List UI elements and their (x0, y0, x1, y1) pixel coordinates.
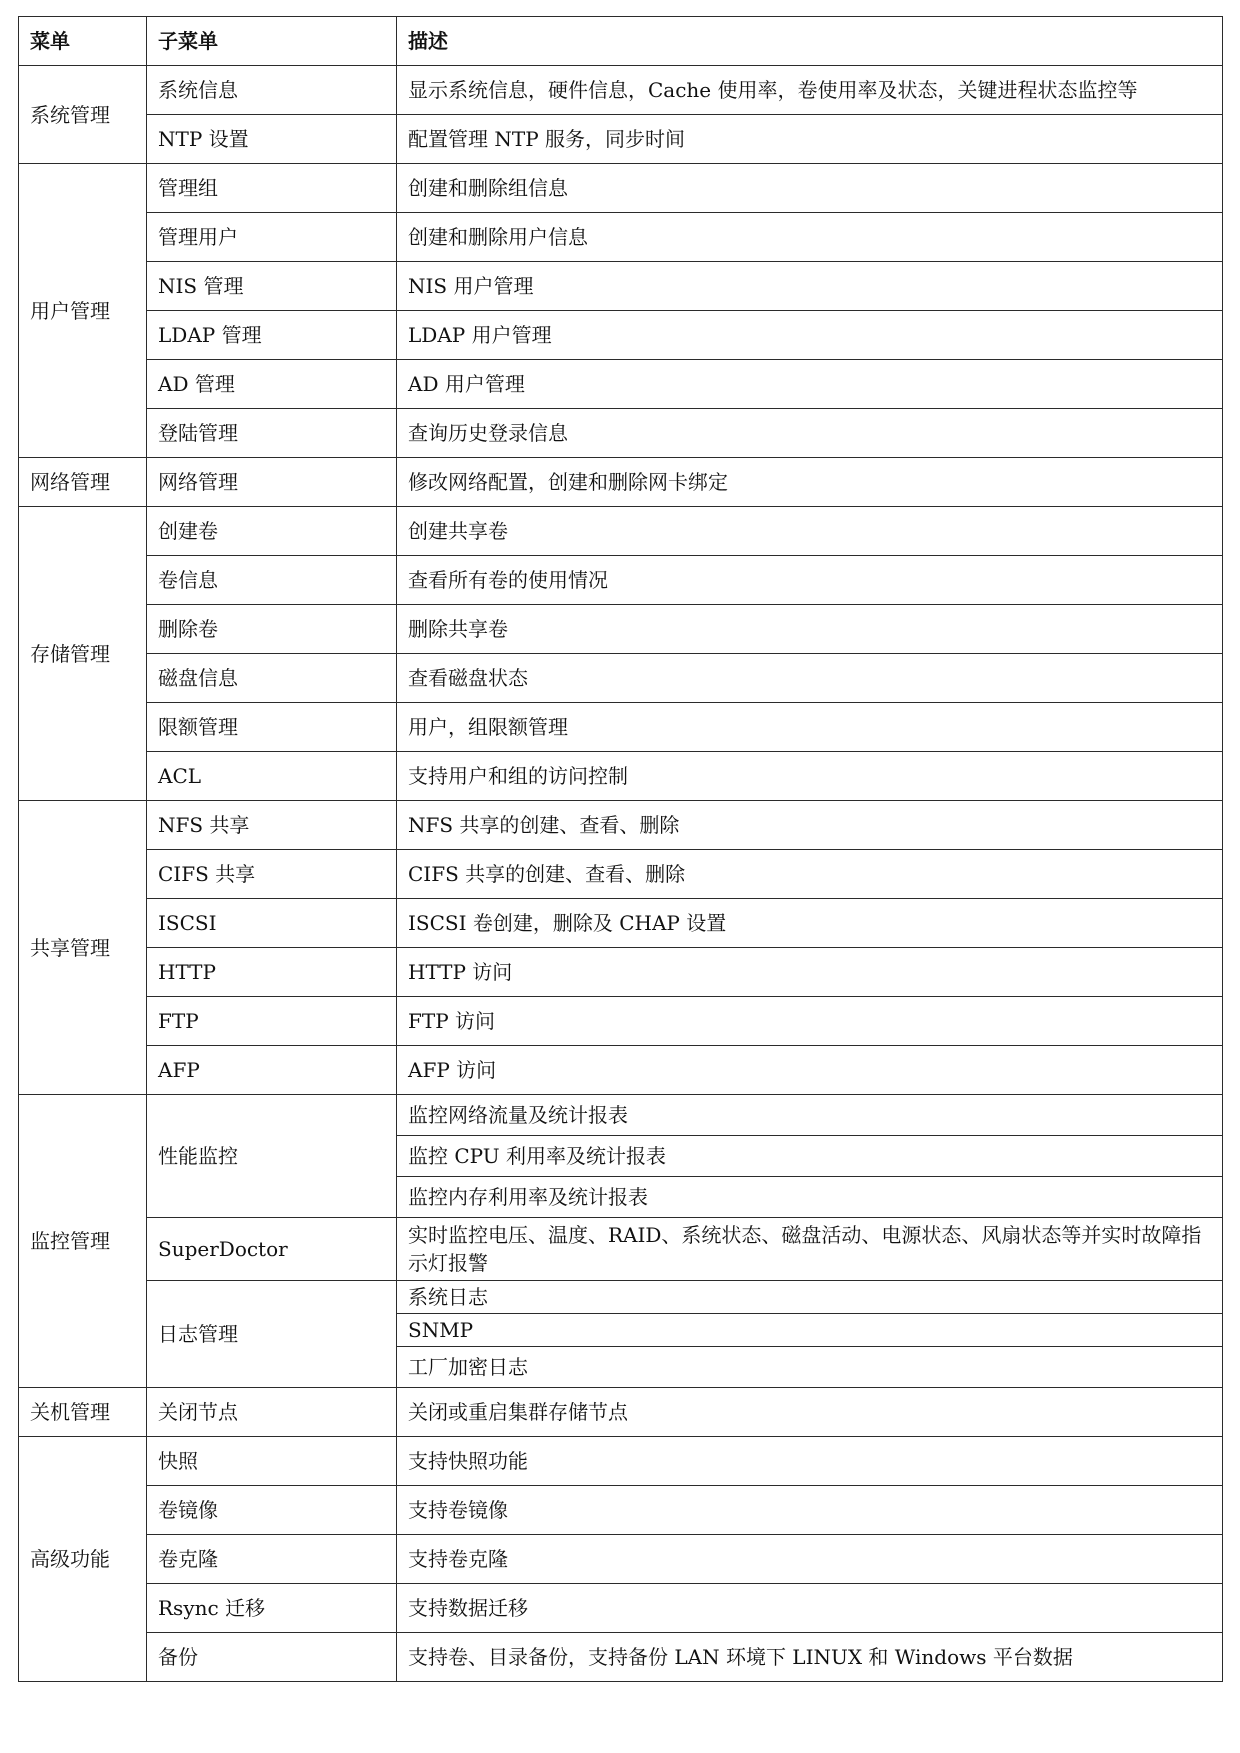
submenu-cell: 性能监控 (147, 1095, 397, 1218)
table-row (19, 997, 1223, 1046)
description-cell: CIFS 共享的创建、查看、删除 (397, 850, 1223, 899)
table-row (19, 703, 1223, 752)
table-header-row (19, 17, 1223, 66)
description-cell: AFP 访问 (397, 1046, 1223, 1095)
menu-cell: 监控管理 (19, 1095, 147, 1388)
description-cell: ISCSI 卷创建，删除及 CHAP 设置 (397, 899, 1223, 948)
table-row (19, 801, 1223, 850)
description-cell: 显示系统信息，硬件信息，Cache 使用率，卷使用率及状态，关键进程状态监控等 (397, 66, 1223, 115)
submenu-cell: AD 管理 (147, 360, 397, 409)
submenu-cell: 卷克隆 (147, 1535, 397, 1584)
description-cell: 关闭或重启集群存储节点 (397, 1388, 1223, 1437)
description-cell: 删除共享卷 (397, 605, 1223, 654)
description-cell: 创建和删除组信息 (397, 164, 1223, 213)
description-cell: 创建共享卷 (397, 507, 1223, 556)
menu-cell: 关机管理 (19, 1388, 147, 1437)
table-row (19, 850, 1223, 899)
description-cell: 监控内存利用率及统计报表 (397, 1177, 1223, 1218)
submenu-cell: 快照 (147, 1437, 397, 1486)
table-row (19, 556, 1223, 605)
menu-cell: 系统管理 (19, 66, 147, 164)
table-row (19, 164, 1223, 213)
description-cell: 支持数据迁移 (397, 1584, 1223, 1633)
submenu-cell: 日志管理 (147, 1281, 397, 1388)
submenu-cell: SuperDoctor (147, 1218, 397, 1281)
table-row (19, 360, 1223, 409)
submenu-cell: 网络管理 (147, 458, 397, 507)
table-row (19, 311, 1223, 360)
menu-cell: 共享管理 (19, 801, 147, 1095)
table-row (19, 1218, 1223, 1281)
table-row (19, 1095, 1223, 1136)
header-description: 描述 (397, 17, 1223, 66)
submenu-cell: AFP (147, 1046, 397, 1095)
description-cell: FTP 访问 (397, 997, 1223, 1046)
submenu-cell: 备份 (147, 1633, 397, 1682)
menu-cell: 高级功能 (19, 1437, 147, 1682)
table-row (19, 507, 1223, 556)
submenu-cell: HTTP (147, 948, 397, 997)
submenu-cell: 限额管理 (147, 703, 397, 752)
submenu-cell: 删除卷 (147, 605, 397, 654)
header-menu: 菜单 (19, 17, 147, 66)
submenu-cell: NTP 设置 (147, 115, 397, 164)
description-cell: LDAP 用户管理 (397, 311, 1223, 360)
description-cell: NIS 用户管理 (397, 262, 1223, 311)
description-cell: 查看磁盘状态 (397, 654, 1223, 703)
table-row (19, 409, 1223, 458)
description-cell: NFS 共享的创建、查看、删除 (397, 801, 1223, 850)
description-cell: 实时监控电压、温度、RAID、系统状态、磁盘活动、电源状态、风扇状态等并实时故障指示灯报警 (397, 1218, 1223, 1281)
submenu-cell: ACL (147, 752, 397, 801)
submenu-cell: LDAP 管理 (147, 311, 397, 360)
table-row (19, 1388, 1223, 1437)
description-cell: HTTP 访问 (397, 948, 1223, 997)
table-row (19, 213, 1223, 262)
submenu-cell: 系统信息 (147, 66, 397, 115)
description-cell: 修改网络配置，创建和删除网卡绑定 (397, 458, 1223, 507)
menu-cell: 用户管理 (19, 164, 147, 458)
table-row (19, 1486, 1223, 1535)
submenu-cell: 关闭节点 (147, 1388, 397, 1437)
menu-cell: 存储管理 (19, 507, 147, 801)
table-row (19, 752, 1223, 801)
submenu-cell: FTP (147, 997, 397, 1046)
description-cell: 查询历史登录信息 (397, 409, 1223, 458)
description-cell: 支持卷镜像 (397, 1486, 1223, 1535)
menu-table (18, 16, 1223, 1682)
description-cell: 配置管理 NTP 服务，同步时间 (397, 115, 1223, 164)
description-cell: SNMP (397, 1314, 1223, 1347)
table-row (19, 1535, 1223, 1584)
table-row (19, 899, 1223, 948)
description-cell: 支持卷、目录备份，支持备份 LAN 环境下 LINUX 和 Windows 平台数据 (397, 1633, 1223, 1682)
table-row (19, 458, 1223, 507)
description-cell: 支持用户和组的访问控制 (397, 752, 1223, 801)
submenu-cell: 磁盘信息 (147, 654, 397, 703)
table-row (19, 1046, 1223, 1095)
description-cell: 支持快照功能 (397, 1437, 1223, 1486)
description-cell: 支持卷克隆 (397, 1535, 1223, 1584)
submenu-cell: NIS 管理 (147, 262, 397, 311)
menu-cell: 网络管理 (19, 458, 147, 507)
description-cell: 创建和删除用户信息 (397, 213, 1223, 262)
table-row (19, 948, 1223, 997)
table-row (19, 1281, 1223, 1314)
submenu-cell: Rsync 迁移 (147, 1584, 397, 1633)
submenu-cell: 登陆管理 (147, 409, 397, 458)
table-row (19, 262, 1223, 311)
submenu-cell: 管理组 (147, 164, 397, 213)
table-row (19, 1584, 1223, 1633)
table-row (19, 654, 1223, 703)
description-cell: 工厂加密日志 (397, 1347, 1223, 1388)
table-row (19, 1633, 1223, 1682)
description-cell: 系统日志 (397, 1281, 1223, 1314)
submenu-cell: 创建卷 (147, 507, 397, 556)
table-row (19, 66, 1223, 115)
submenu-cell: 管理用户 (147, 213, 397, 262)
table-row (19, 605, 1223, 654)
description-cell: 查看所有卷的使用情况 (397, 556, 1223, 605)
description-cell: 监控网络流量及统计报表 (397, 1095, 1223, 1136)
description-cell: 用户，组限额管理 (397, 703, 1223, 752)
submenu-cell: 卷信息 (147, 556, 397, 605)
description-cell: AD 用户管理 (397, 360, 1223, 409)
submenu-cell: ISCSI (147, 899, 397, 948)
table-row (19, 115, 1223, 164)
header-submenu: 子菜单 (147, 17, 397, 66)
description-cell: 监控 CPU 利用率及统计报表 (397, 1136, 1223, 1177)
submenu-cell: NFS 共享 (147, 801, 397, 850)
submenu-cell: 卷镜像 (147, 1486, 397, 1535)
submenu-cell: CIFS 共享 (147, 850, 397, 899)
table-row (19, 1437, 1223, 1486)
